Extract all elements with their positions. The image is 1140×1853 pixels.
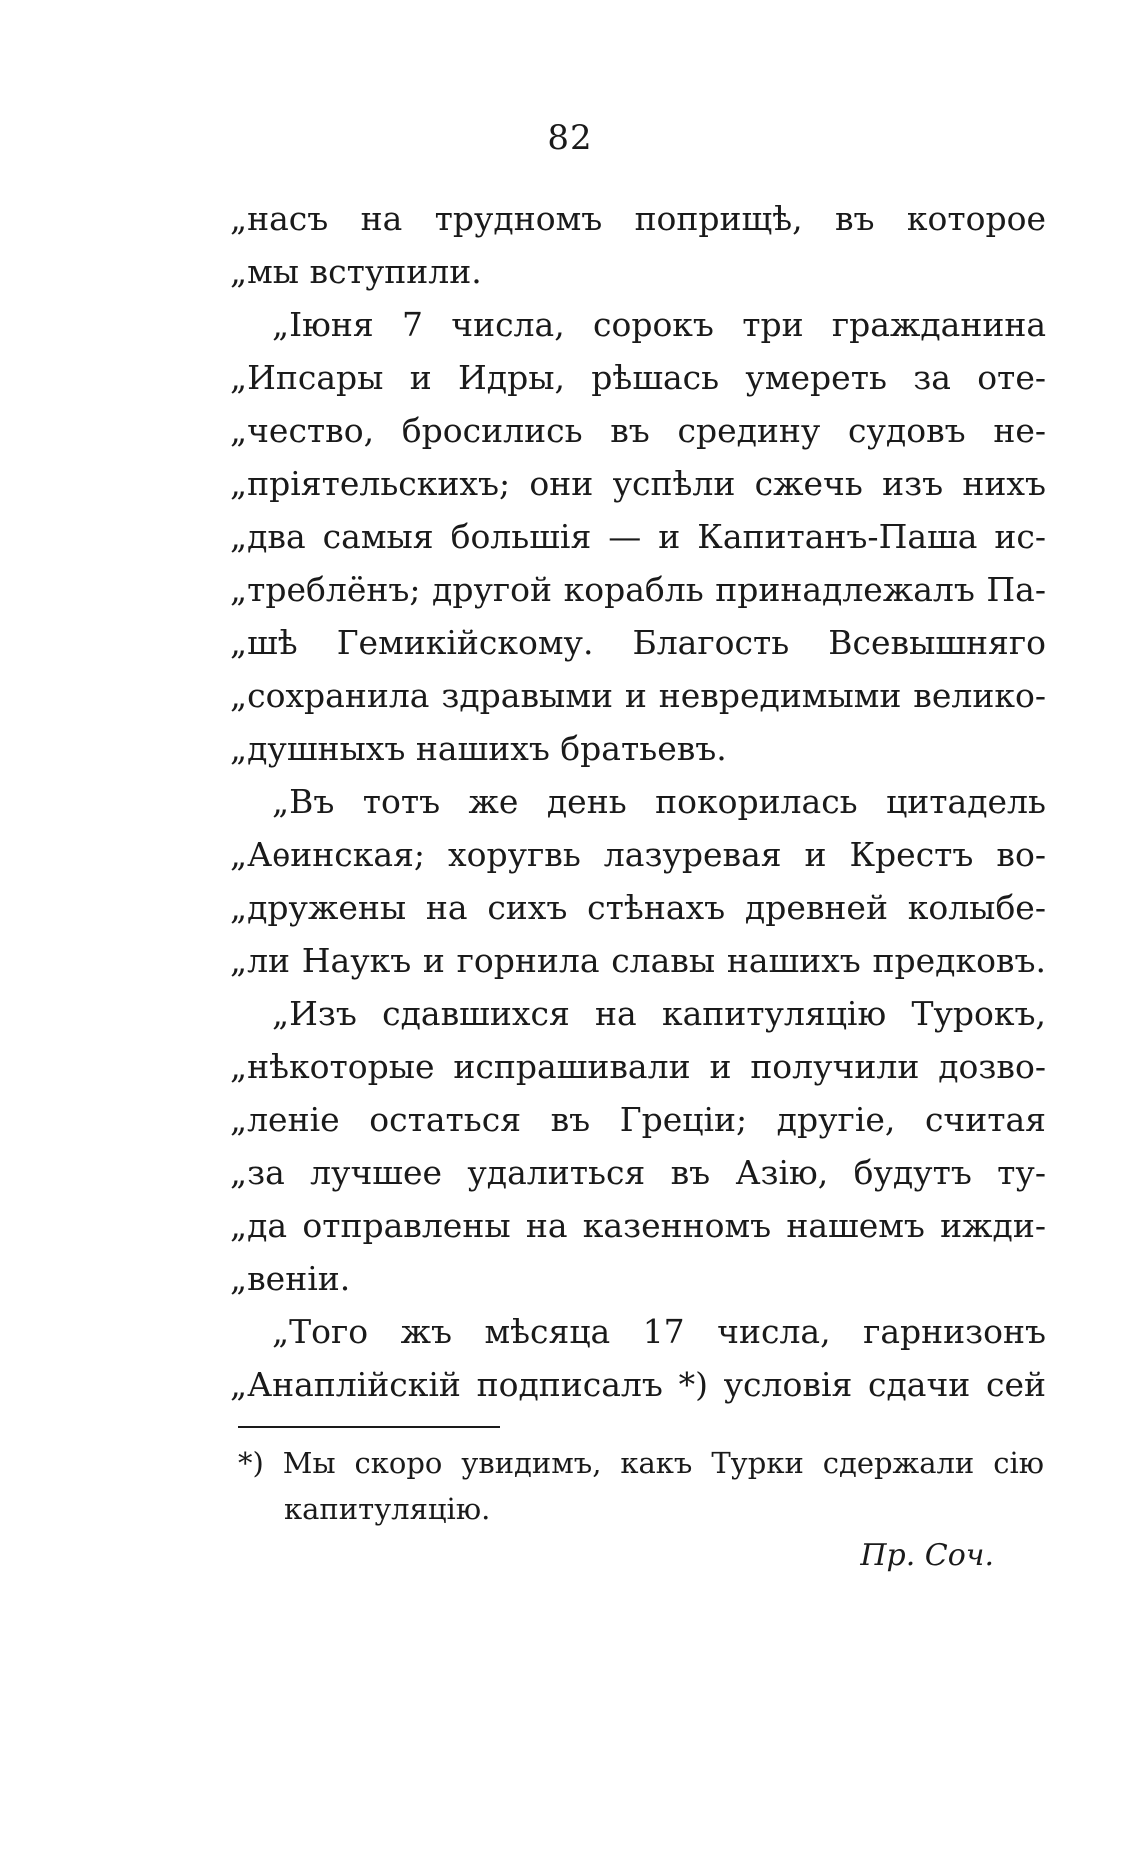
text-line: „насъ на трудномъ поприщѣ, въ которое — [230, 199, 1046, 238]
text-line: „Въ тотъ же день покорилась цитадель — [272, 782, 1046, 821]
text-line: „мы вступили. — [230, 252, 482, 291]
text-line: „Того жъ мѣсяца 17 числа, гарнизонъ — [272, 1312, 1046, 1351]
body-text — [230, 192, 1046, 1411]
footnote-signature: Пр. Соч. — [860, 1538, 994, 1573]
text-line: „Анаплійскій подписалъ *) условія сдачи сей — [230, 1365, 1046, 1404]
text-line: „два самыя большія — и Капитанъ-Паша ис- — [230, 517, 1046, 556]
page-number: 82 — [547, 118, 593, 158]
text-line: „чество, бросились въ средину судовъ не- — [230, 411, 1046, 450]
text-line: „сохранила здравыми и невредимыми велико- — [230, 676, 1046, 715]
footnote-line: *) Мы скоро увидимъ, какъ Турки сдержали сію — [238, 1446, 1044, 1480]
text-line: „пріятельскихъ; они успѣли сжечь изъ нихъ — [230, 464, 1046, 503]
text-line: „нѣкоторые испрашивали и получили дозво- — [230, 1047, 1046, 1086]
text-line: „веніи. — [230, 1259, 351, 1298]
text-line: „дружены на сихъ стѣнахъ древней колыбе- — [230, 888, 1046, 927]
text-line: „за лучшее удалиться въ Азію, будутъ ту- — [230, 1153, 1046, 1192]
text-line: „ли Наукъ и горнила славы нашихъ предковъ. — [230, 941, 1046, 980]
text-line: „Аѳинская; хоругвь лазуревая и Крестъ во- — [230, 835, 1046, 874]
text-line: „Ипсары и Идры, рѣшась умереть за оте- — [230, 358, 1046, 397]
text-line: „шѣ Гемикійскому. Благость Всевышняго — [230, 623, 1046, 662]
text-line: „леніе остаться въ Греціи; другіе, считая — [230, 1100, 1046, 1139]
text-line: „да отправлены на казенномъ нашемъ ижди- — [230, 1206, 1046, 1245]
text-line: „душныхъ нашихъ братьевъ. — [230, 729, 727, 768]
footnote-rule — [238, 1426, 500, 1428]
footnote — [238, 1440, 1044, 1532]
text-line: „треблёнъ; другой корабль принадлежалъ Па- — [230, 570, 1046, 609]
text-line: „Iюня 7 числа, сорокъ три гражданина — [272, 305, 1046, 344]
text-line: „Изъ сдавшихся на капитуляцію Турокъ, — [272, 994, 1046, 1033]
footnote-line: капитуляцію. — [284, 1492, 491, 1526]
